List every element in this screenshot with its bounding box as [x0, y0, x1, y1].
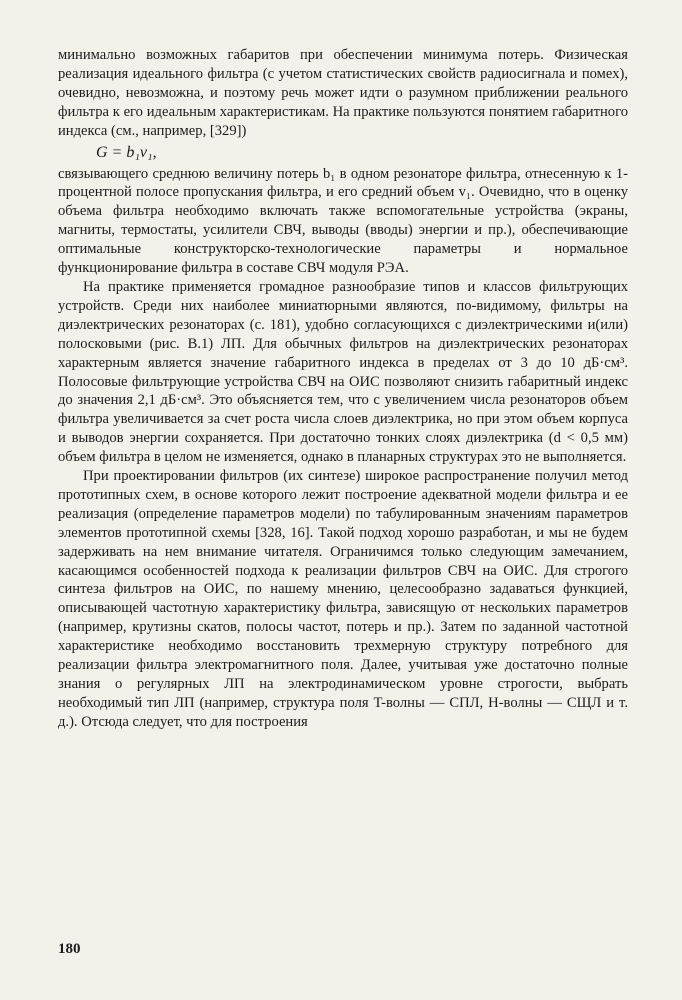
paragraph-2: связывающего среднюю величину потерь b₁ в одном резонаторе фильтра, отнесенную к 1-процентной полосе пропускания фильтра, и его средний объем v₁. Очевидно, что в оценку объема фильтра необходимо включать также вспомогательные устройства (экраны, магниты, термостаты, усилители СВЧ, выводы (вводы) энергии и пр.), обеспечивающие оптимальные конструкторско-технологические параметры и нормальное функционирование фильтра в составе СВЧ модуля РЭА.	[58, 165, 628, 277]
paragraph-1: минимально возможных габаритов при обеспечении минимума потерь. Физическая реализация идеального фильтра (с учетом статистических свойств радиосигнала и помех), очевидно, невозможна, и поэтому речь может идти о разумном приближении реального фильтра к его идеальным характеристикам. На практике пользуются понятием габаритного индекса (см., например, [329])	[58, 47, 628, 139]
page-number: 180	[58, 941, 81, 957]
formula-gabaritnyi-indeks: G = b₁v₁,	[96, 143, 157, 161]
paragraph-4: При проектировании фильтров (их синтезе) широкое распространение получил метод прототипных схем, в основе которого лежит построение адекватной модели фильтра и ее реализация (определение параметров модели) по табулированным значениям параметров элементов прототипной схемы [328, 16]. Такой подход хорошо разработан, и мы не будем задерживать на нем внимание читателя. Ограничимся только следующим замечанием, касающимся особенностей подхода к реализации фильтров СВЧ на ОИС. Для строгого синтеза фильтров на ОИС, по нашему мнению, целесообразно задаваться функцией, описывающей частотную характеристику фильтра, зависящую от нескольких параметров (например, крутизны скатов, полосы частот, потерь и пр.). Затем по заданной частотной характеристике необходимо восстановить трехмерную структуру потребного для реализации фильтра электромагнитного поля. Далее, учитывая уже достаточно полные знания о регулярных ЛП на электродинамическом уровне строгости, выбрать необходимый тип ЛП (например, структура поля T-волны — СПЛ, H-волны — СЩЛ и т. д.). Отсюда следует, что для построения	[58, 468, 628, 730]
paragraph-3: На практике применяется громадное разнообразие типов и классов фильтрующих устройств. Среди них наиболее миниатюрными являются, по-видимому, фильтры на диэлектрических резонаторах (с. 181), удобно согласующихся с диэлектрическими и(или) полосковыми (рис. В.1) ЛП. Для обычных фильтров на диэлектрических резонаторах характерным является значение габаритного индекса в пределах от 3 до 10 дБ·см³. Полосовые фильтрующие устройства СВЧ на ОИС позволяют снизить габаритный индекс до значения 2,1 дБ·см³. Это объясняется тем, что с увеличением числа резонаторов объем фильтра увеличивается за счет роста числа слоев диэлектрика, но при этом объем корпуса и выводов энергии сохраняется. При достаточно тонких слоях диэлектрика (d < 0,5 мм) объем фильтра в целом не изменяется, однако в планарных структурах это не выполняется.	[58, 278, 628, 466]
